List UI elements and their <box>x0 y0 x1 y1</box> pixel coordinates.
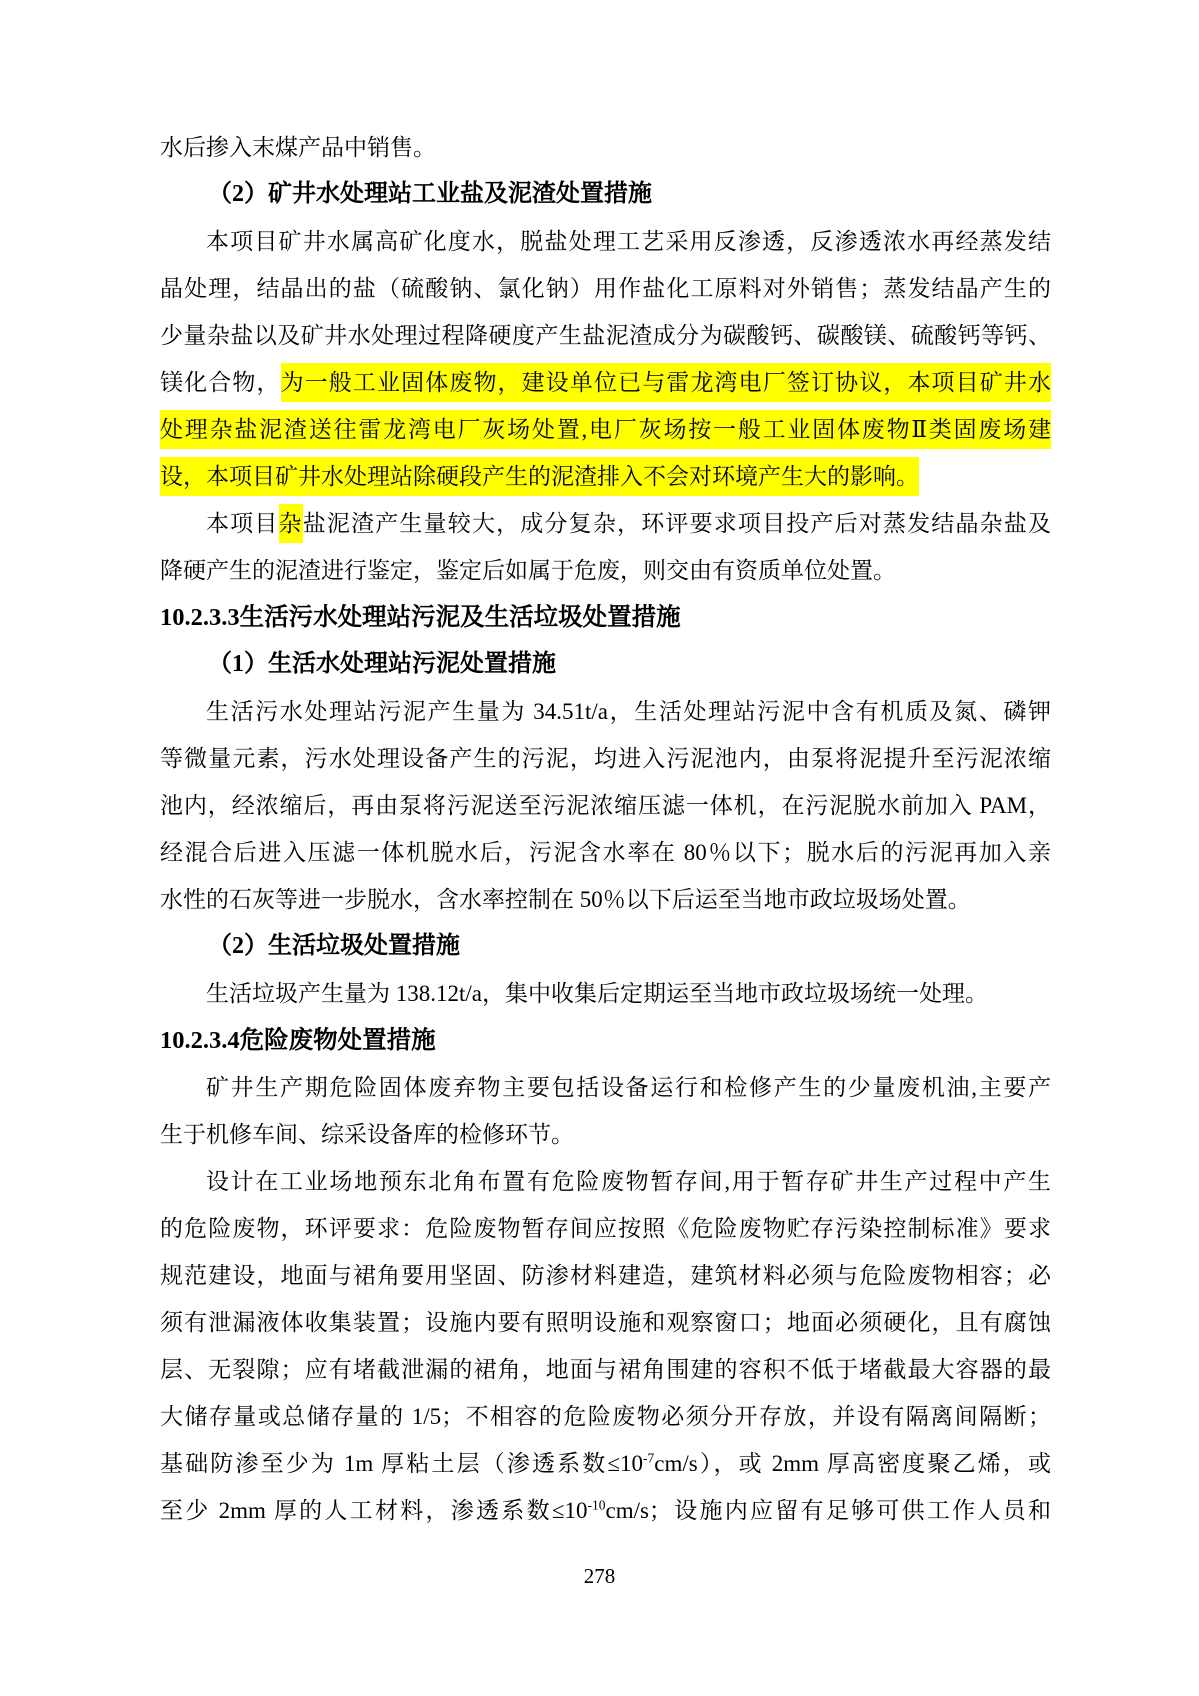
paragraph <box>160 500 1051 594</box>
text-line <box>160 1393 1051 1440</box>
document-body <box>160 124 1051 1534</box>
text-run: 生活垃圾产生量为 138.12t/a，集中收集后定期运至当地市政垃圾场统一处理。 <box>206 981 988 1006</box>
text-run: 矿井生产期危险固体废弃物主要包括设备运行和检修产生的少量废机油,主要产 <box>206 1075 1051 1100</box>
section-heading <box>160 594 1051 641</box>
text-run: 经混合后进入压滤一体机脱水后，污泥含水率在 80％以下；脱水后的污泥再加入亲 <box>160 840 1051 865</box>
text-line <box>160 594 1051 641</box>
text-line <box>160 1111 1051 1158</box>
text-line <box>160 218 1051 265</box>
superscript-run: -10 <box>587 1497 606 1513</box>
text-line <box>160 970 1051 1017</box>
text-line <box>160 1017 1051 1064</box>
text-run: 生活污水处理站污泥产生量为 34.51t/a，生活处理站污泥中含有机质及氮、磷钾 <box>206 699 1051 724</box>
paragraph <box>160 688 1051 923</box>
text-line <box>160 406 1051 453</box>
sub-heading <box>160 171 1051 218</box>
text-run: cm/s），或 2mm 厚高密度聚乙烯，或 <box>654 1451 1051 1476</box>
page-number: 278 <box>583 1564 616 1588</box>
text-run: 池内，经浓缩后，再由泵将污泥送至污泥浓缩压滤一体机，在污泥脱水前加入 PAM， <box>160 793 1051 818</box>
text-run: cm/s；设施内应留有足够可供工作人员和 <box>605 1498 1051 1523</box>
text-line <box>160 1440 1051 1487</box>
text-run: 至少 2mm 厚的人工材料，渗透系数≤10 <box>160 1498 588 1523</box>
text-run: 等微量元素，污水处理设备产生的污泥，均进入污泥池内，由泵将泥提升至污泥浓缩 <box>160 746 1051 771</box>
text-run: 少量杂盐以及矿井水处理过程降硬度产生盐泥渣成分为碳酸钙、碳酸镁、硫酸钙等钙、 <box>160 323 1051 348</box>
text-run: 镁化合物， <box>160 370 281 395</box>
text-run: （2）矿井水处理站工业盐及泥渣处置措施 <box>208 181 652 207</box>
text-run: 10.2.3.4危险废物处置措施 <box>160 1027 436 1054</box>
paragraph <box>160 124 1051 171</box>
text-line <box>160 1158 1051 1205</box>
text-line <box>160 171 1051 218</box>
text-line <box>160 124 1051 171</box>
text-run: 层、无裂隙；应有堵截泄漏的裙角，地面与裙角围建的容积不低于堵截最大容器的最 <box>160 1357 1051 1382</box>
paragraph <box>160 1158 1051 1534</box>
text-run: 基础防渗至少为 1m 厚粘土层（渗透系数≤10 <box>160 1451 644 1476</box>
text-run: 晶处理，结晶出的盐（硫酸钠、氯化钠）用作盐化工原料对外销售；蒸发结晶产生的 <box>160 276 1051 301</box>
text-line <box>160 1299 1051 1346</box>
text-line <box>160 876 1051 923</box>
text-line <box>160 641 1051 688</box>
text-line <box>160 829 1051 876</box>
text-line <box>160 1252 1051 1299</box>
text-line <box>160 359 1051 406</box>
text-line <box>160 453 1051 500</box>
text-line <box>160 688 1051 735</box>
text-line <box>160 1205 1051 1252</box>
text-line <box>160 547 1051 594</box>
text-run: 10.2.3.3生活污水处理站污泥及生活垃圾处置措施 <box>160 604 681 631</box>
highlight-run: 杂 <box>279 504 303 543</box>
text-line <box>160 782 1051 829</box>
sub-heading <box>160 923 1051 970</box>
text-run: 规范建设，地面与裙角要用坚固、防渗材料建造，建筑材料必须与危险废物相容；必 <box>160 1263 1051 1288</box>
paragraph <box>160 218 1051 500</box>
superscript-run: -7 <box>643 1450 655 1466</box>
highlight-run: 处理杂盐泥渣送往雷龙湾电厂灰场处置,电厂灰场按一般工业固体废物Ⅱ类固废场建 <box>160 410 1051 449</box>
section-heading <box>160 1017 1051 1064</box>
text-run: （1）生活水处理站污泥处置措施 <box>208 651 556 677</box>
sub-heading <box>160 641 1051 688</box>
text-line <box>160 500 1051 547</box>
text-run: 水性的石灰等进一步脱水，含水率控制在 50％以下后运至当地市政垃圾场处置。 <box>160 887 971 912</box>
highlight-run: 为一般工业固体废物，建设单位已与雷龙湾电厂签订协议，本项目矿井水 <box>281 363 1051 402</box>
paragraph <box>160 970 1051 1017</box>
text-run: 本项目矿井水属高矿化度水，脱盐处理工艺采用反渗透，反渗透浓水再经蒸发结 <box>206 229 1051 254</box>
text-run: 水后掺入末煤产品中销售。 <box>160 135 436 160</box>
text-run: 的危险废物，环评要求：危险废物暂存间应按照《危险废物贮存污染控制标准》要求 <box>160 1216 1051 1241</box>
paragraph <box>160 1064 1051 1158</box>
text-line <box>160 1064 1051 1111</box>
text-run: 生于机修车间、综采设备库的检修环节。 <box>160 1122 574 1147</box>
text-run: 盐泥渣产生量较大，成分复杂，环评要求项目投产后对蒸发结晶杂盐及 <box>302 511 1052 536</box>
text-run: （2）生活垃圾处置措施 <box>208 933 460 959</box>
text-run: 降硬产生的泥渣进行鉴定，鉴定后如属于危废，则交由有资质单位处置。 <box>160 558 896 583</box>
text-line <box>160 923 1051 970</box>
text-run: 设计在工业场地预东北角布置有危险废物暂存间,用于暂存矿井生产过程中产生 <box>206 1169 1051 1194</box>
text-line <box>160 1346 1051 1393</box>
text-run: 大储存量或总储存量的 1/5；不相容的危险废物必须分开存放，并设有隔离间隔断； <box>160 1404 1051 1429</box>
text-line <box>160 735 1051 782</box>
text-line <box>160 312 1051 359</box>
text-run: 本项目 <box>206 511 279 536</box>
highlight-run: 设，本项目矿井水处理站除硬段产生的泥渣排入不会对环境产生大的影响。 <box>160 457 919 496</box>
text-line <box>160 1487 1051 1534</box>
text-line <box>160 265 1051 312</box>
text-run: 须有泄漏液体收集装置；设施内要有照明设施和观察窗口；地面必须硬化，且有腐蚀 <box>160 1310 1051 1335</box>
